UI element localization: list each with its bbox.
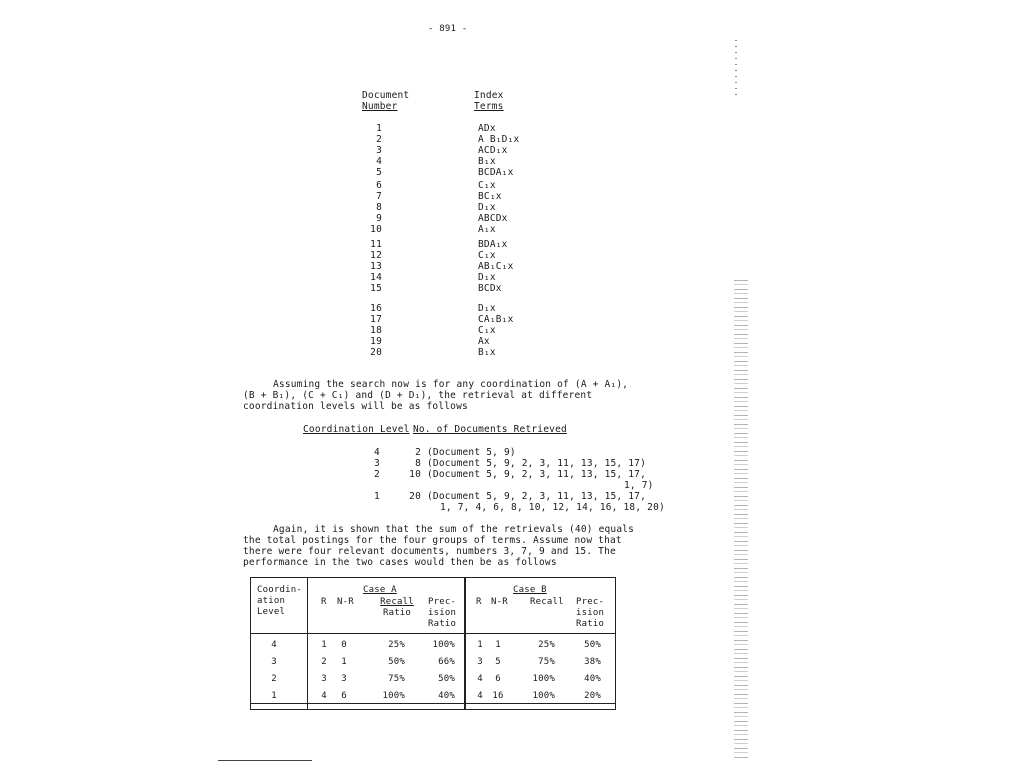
level-header: Coordin- ation Level [257,585,302,617]
results-cell-level: 4 [271,640,277,650]
doc-number: 3 [376,145,382,156]
index-terms: BC₁x [478,191,502,202]
index-terms-header [474,90,504,112]
doc-number: 10 [370,224,382,235]
documents-list: (Document 5, 9, 2, 3, 11, 13, 15, 17, [427,469,647,480]
index-terms: D₁x [478,272,496,283]
results-cell-a-recall: 50% [388,657,405,667]
coordination-row [367,458,646,469]
paragraph-relevance-text: Again, it is shown that the sum of the retrievals (40) equals the total postings for the four groups of terms. Assume now that there were four relevant documents, numbers 3, 7, 9 and 15. The performance in the two cases would then be as follows [243,524,635,568]
index-terms: B₁x [478,347,496,358]
index-terms: AB₁C₁x [478,261,514,272]
scan-edge-dots [735,40,737,100]
documents-list: (Document 5, 9, 2, 3, 11, 13, 15, 17, [427,491,647,502]
doc-number-header [362,90,409,112]
results-cell-b-prec: 40% [584,674,601,684]
index-terms: C₁x [478,250,496,261]
index-terms: D₁x [478,202,496,213]
documents-count: 2 [415,447,421,458]
results-cell-a-nr: 0 [341,640,347,650]
results-cell-a-prec: 66% [438,657,455,667]
results-cell-a-recall: 75% [388,674,405,684]
index-terms: BCDA₁x [478,167,514,178]
results-table [250,577,616,710]
doc-number: 19 [370,336,382,347]
index-terms: C₁x [478,325,496,336]
index-terms: C₁x [478,180,496,191]
results-cell-a-r: 1 [321,640,327,650]
results-cell-a-prec: 40% [438,691,455,701]
results-cell-a-r: 2 [321,657,327,667]
doc-number: 11 [370,239,382,250]
doc-number: 8 [376,202,382,213]
results-cell-b-prec: 20% [584,691,601,701]
case-a-r-header: R [321,597,327,607]
results-cell-a-r: 4 [321,691,327,701]
documents-list: (Document 5, 9, 2, 3, 11, 13, 15, 17) [427,458,647,469]
page-number: - 891 - [428,24,468,34]
doc-number: 1 [376,123,382,134]
doc-header-line2: Number [362,101,398,112]
results-cell-b-r: 4 [477,674,483,684]
documents-list-continued: 1, 7) [624,480,654,491]
index-terms: ADx [478,123,496,134]
doc-number: 7 [376,191,382,202]
case-a-precision-header: Prec- ision Ratio [428,597,457,629]
results-cell-a-recall: 100% [382,691,405,701]
results-cell-b-recall: 25% [538,640,555,650]
case-a-recall-header: Recall Ratio [380,597,414,618]
doc-number: 15 [370,283,382,294]
paragraph-coordination [243,379,643,412]
case-b-recall-header: Recall [530,597,564,607]
index-terms: D₁x [478,303,496,314]
results-cell-b-r: 4 [477,691,483,701]
doc-number: 14 [370,272,382,283]
documents-count: 20 [409,491,421,502]
index-terms: BCDx [478,283,502,294]
paragraph-coordination-text: Assuming the search now is for any coordination of (A + A₁), (B + B₁), (C + C₁) and (D + D₁), the retrieval at different coordination levels will be as follows [243,379,629,412]
doc-number: 2 [376,134,382,145]
coordination-row [367,447,516,458]
coordination-level-header: Coordination Level [303,424,410,435]
doc-number: 5 [376,167,382,178]
doc-header-line1: Document [362,90,410,101]
results-cell-level: 2 [271,674,277,684]
index-terms: A B₁D₁x [478,134,520,145]
results-cell-b-nr: 5 [495,657,501,667]
results-cell-b-prec: 38% [584,657,601,667]
doc-number: 6 [376,180,382,191]
results-cell-b-recall: 75% [538,657,555,667]
coordination-level: 3 [374,458,380,469]
results-cell-a-nr: 1 [341,657,347,667]
results-cell-b-r: 1 [477,640,483,650]
case-b-title: Case B [513,585,547,595]
doc-number: 20 [370,347,382,358]
terms-header-line1: Index [474,90,504,101]
case-a-title: Case A [363,585,397,595]
documents-list-continued: 1, 7, 4, 6, 8, 10, 12, 14, 16, 18, 20) [440,502,665,513]
case-b-r-header: R [476,597,482,607]
index-terms: ACD₁x [478,145,508,156]
case-b-nr-header: N-R [491,597,508,607]
doc-number: 18 [370,325,382,336]
index-terms: A₁x [478,224,496,235]
documents-retrieved-header: No. of Documents Retrieved [413,424,567,435]
results-cell-b-recall: 100% [532,691,555,701]
paragraph-relevance [243,524,643,568]
results-cell-a-prec: 50% [438,674,455,684]
scan-edge-noise [734,280,748,760]
results-cell-level: 1 [271,691,277,701]
documents-list: (Document 5, 9) [427,447,516,458]
results-cell-b-nr: 16 [492,691,504,701]
documents-count: 10 [409,469,421,480]
coordination-row [367,469,646,480]
doc-number: 17 [370,314,382,325]
index-terms: Ax [478,336,490,347]
doc-number: 16 [370,303,382,314]
doc-number: 13 [370,261,382,272]
results-cell-level: 3 [271,657,277,667]
index-terms: B₁x [478,156,496,167]
index-terms: BDA₁x [478,239,508,250]
index-terms: CA₁B₁x [478,314,514,325]
footnote-rule [218,760,312,761]
terms-header-line2: Terms [474,101,504,112]
results-cell-a-recall: 25% [388,640,405,650]
results-cell-a-r: 3 [321,674,327,684]
results-cell-b-prec: 50% [584,640,601,650]
coordination-level: 1 [374,491,380,502]
results-cell-a-prec: 100% [432,640,455,650]
results-cell-b-recall: 100% [532,674,555,684]
coordination-row [367,491,646,502]
results-cell-b-nr: 6 [495,674,501,684]
documents-count: 8 [415,458,421,469]
doc-number: 12 [370,250,382,261]
coordination-level: 2 [374,469,380,480]
case-a-nr-header: N-R [337,597,354,607]
coordination-level: 4 [374,447,380,458]
doc-number: 9 [376,213,382,224]
doc-number: 4 [376,156,382,167]
case-b-precision-header: Prec- ision Ratio [576,597,605,629]
results-cell-b-r: 3 [477,657,483,667]
index-terms: ABCDx [478,213,508,224]
results-cell-a-nr: 3 [341,674,347,684]
results-cell-a-nr: 6 [341,691,347,701]
results-cell-b-nr: 1 [495,640,501,650]
